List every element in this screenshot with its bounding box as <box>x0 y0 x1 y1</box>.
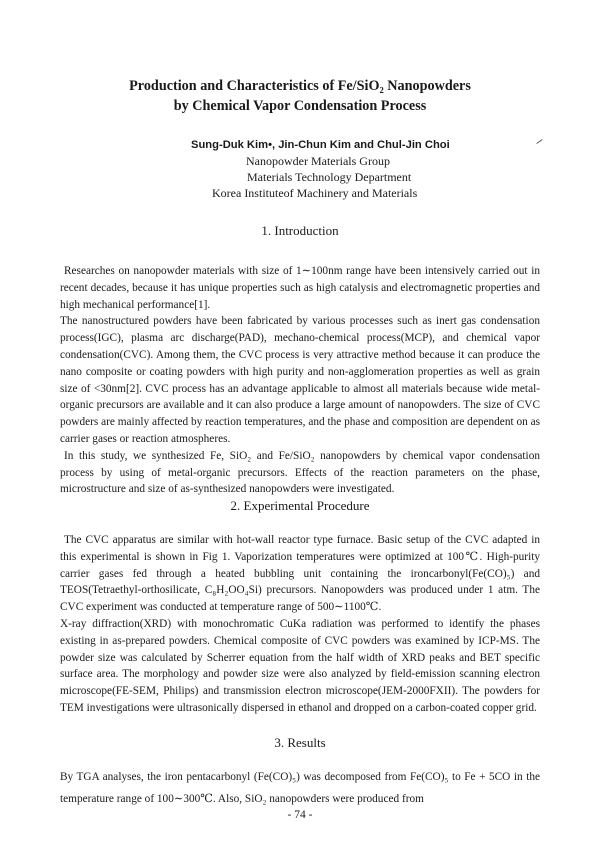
page-number: - 74 - <box>287 809 313 821</box>
title-line-2: by Chemical Vapor Condensation Process <box>173 98 427 114</box>
paragraph: In this study, we synthesized Fe, SiO₂ and Fe/SiO₂ nanopowders by chemical vapor condensation process by using of metal-organic precursors. Effects of the reaction parameters on the phase, microstructure and size of as-synthesized nanopowders were investigated. <box>60 449 540 496</box>
affiliation-line: Korea Instituteof Machinery and Materials <box>212 186 418 200</box>
title-line-1: Production and Characteristics of Fe/SiO₂ Nanopowders <box>129 78 471 94</box>
paragraph: The CVC apparatus are similar with hot-wall reactor type furnace. Basic setup of the CVC adapted in this experimental is shown in Fig 1. Vaporization temperatures were optimized at 100℃. High-purity carrier gases fed through a heated bubbling unit containing the ironcarbonyl(Fe(CO)₅) and TEOS(Tetraethyl-orthosilicate, C₈H₂OO₄Si) precursors. Nanopowders was produced under 1 atm. The CVC experiment was conducted at temperature range of 500∼1100℃. <box>60 534 540 614</box>
author-block <box>0 137 600 201</box>
affiliation-line: Materials Technology Department <box>247 170 412 184</box>
section-body-introduction <box>60 263 540 498</box>
section-body-experimental <box>60 532 540 717</box>
paragraph: Researches on nanopowder materials with size of 1∼100nm range have been intensively carried out in recent decades, because it has unique properties such as high catalysis and electromagnetic properties and high mechanical performance[1]. <box>60 265 540 311</box>
section-heading-results: 3. Results <box>274 735 326 750</box>
paragraph: X-ray diffraction(XRD) with monochromatic CuKa radiation was performed to identify the phases existing in as-prepared powders. Chemical composite of CVC powders was examined by ICP-MS. The powder size was calculated by Scherrer equation from the half width of XRD peaks and BET specific surface area. The morphology and powder size were also analyzed by field-emission scanning electron microscope(FE-SEM, Philips) and transmission electron microscope(JEM-2000FXII). The powders for TEM investigations were ultrasonically dispersed in ethanol and dropped on a carbon-coated copper grid. <box>60 617 540 714</box>
section-body-results <box>60 766 540 810</box>
paper-title <box>60 76 540 116</box>
section-heading-experimental: 2. Experimental Procedure <box>230 498 370 513</box>
author-names: Sung-Duk Kim•, Jin-Chun Kim and Chul-Jin Choi <box>191 139 450 151</box>
paragraph: The nanostructured powders have been fabricated by various processes such as inert gas condensation process(IGC), plasma arc discharge(PAD), mechano-chemical process(MCP), and chemical vapor condensation(CVC). Among them, the CVC process is very attractive method because it can produce the nano composite or coating powders with high purity and non-agglomeration properties as well as grain size of <30nm[2]. CVC process has an advantage applicable to almost all materials because wide metal-organic precursors are available and it can also produce a large amount of nanopowders. The size of CVC powders are mainly affected by reaction temperatures, and the phase and composition are dependent on as carrier gases or reaction atmospheres. <box>60 315 540 445</box>
paragraph: By TGA analyses, the iron pentacarbonyl (Fe(CO)₅) was decomposed from Fe(CO)₅ to Fe + 5CO in the temperature range of 100∼300℃. Also, SiO₂ nanopowders were produced from <box>60 771 540 805</box>
section-heading-introduction: 1. Introduction <box>261 223 339 238</box>
affiliation-line: Nanopowder Materials Group <box>246 154 390 168</box>
